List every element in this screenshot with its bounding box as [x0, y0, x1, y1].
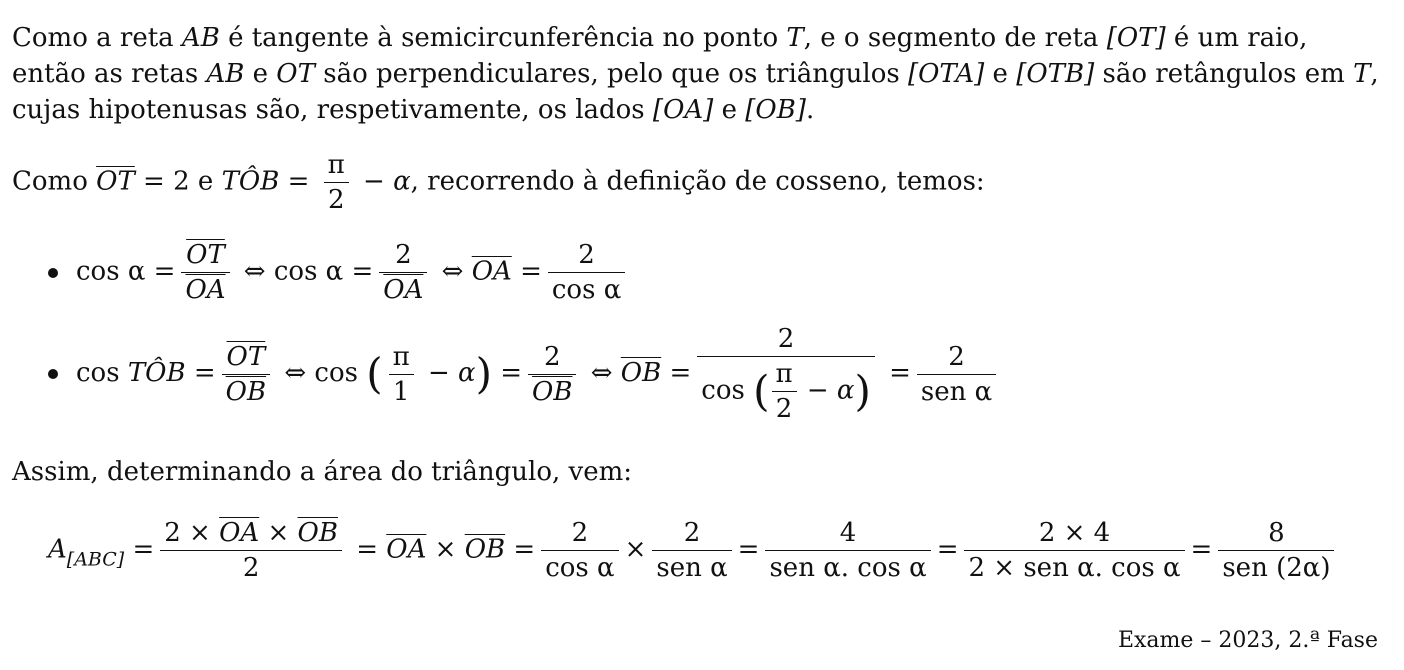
pi-over-2-fraction: $\frac{\pi}{2}$	[324, 148, 349, 217]
bullet-cos-alpha: cos α = $\frac{\overline{OT}}{OA}$ ⇔ cos α = $\frac{2}{OA}$ ⇔ $\overline{OA}$ = $\frac{2}{\text{cos α}}$	[48, 238, 631, 307]
bullet-icon	[48, 268, 58, 278]
bullet-cos-tob: cos TÔB = $\frac{\overline{OT}}{OB}$ ⇔ cos ( $\frac{\pi}{1}$ − α) = $\frac{2}{OB}$ ⇔ $\overline{OB}$ = 2 cos ( $\frac{\pi}{2}$ − α) = $\frac{2}{\text{sen α}}$	[48, 322, 1002, 426]
bullet-icon	[48, 369, 58, 379]
area-equation: $A_{[ABC]}$ = $\frac{2 \times \overline{OA} \times \overline{OB}}{2}$ = $\overline{OA} \times \overline{OB}$ = $\frac{2}{\text{cos α}}$ × $\frac{2}{\text{sen α}}$ = $\frac{4}{\text{sen α. cos α}}$ = $\frac{2 \times 4}{\text{2 × sen α. cos α}}$ = $\frac{8}{\text{sen (2α)}}$	[48, 516, 1340, 585]
area-intro-line: Assim, determinando a área do triângulo, vem:	[12, 457, 633, 487]
cosine-intro-line: Como $\overline{OT} = 2$ e TÔB = $\frac{\pi}{2}$ − α, recorrendo à definição de cosseno, temos:	[12, 150, 985, 215]
intro-paragraph: Como a reta AB é tangente à semicircunferência no ponto T, e o segmento de reta [OT] é um raio, então as retas AB e OT são perpendiculares, pelo que os triângulos [OTA] e [OTB] são retângulos em T, cujas hipotenusas são, respetivamente, os lados [OA] e [OB].	[12, 23, 1379, 125]
exam-source-footer: Exame – 2023, 2.ª Fase	[1117, 628, 1378, 653]
